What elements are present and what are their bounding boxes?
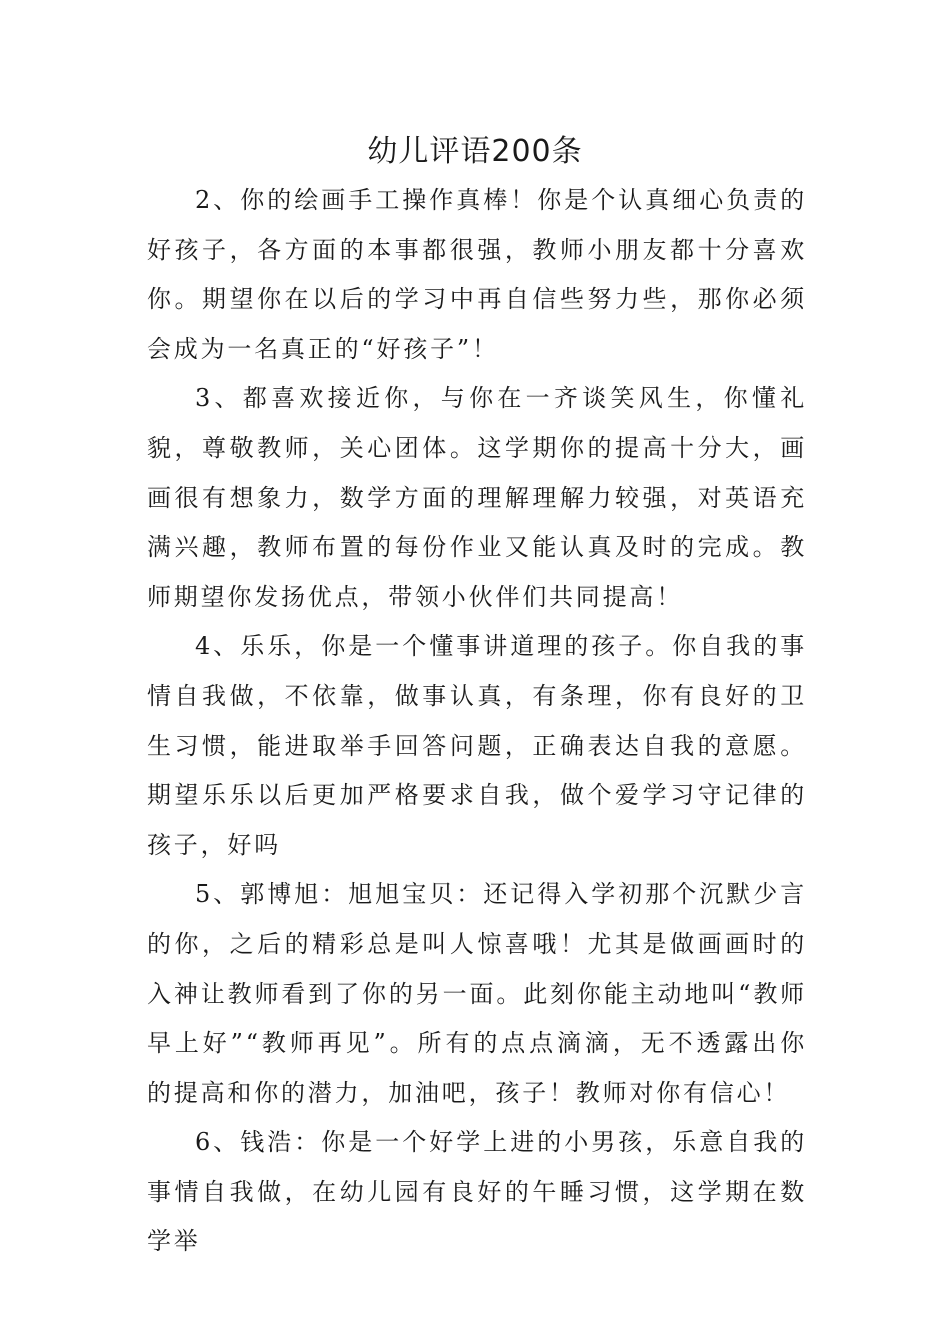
paragraph-6: 6、钱浩：你是一个好学上进的小男孩，乐意自我的事情自我做，在幼儿园有良好的午睡习惯，这学期在数学举: [147, 1128, 807, 1256]
paragraph-4: 4、乐乐，你是一个懂事讲道理的孩子。你自我的事情自我做，不依靠，做事认真，有条理，你有良好的卫生习惯，能进取举手回答问题，正确表达自我的意愿。期望乐乐以后更加严格要求自我，做个爱学习守记律的孩子，好吗: [147, 632, 807, 859]
document-title: 幼儿评语200条: [367, 134, 583, 169]
paragraph-2: 2、你的绘画手工操作真棒！你是个认真细心负责的好孩子，各方面的本事都很强，教师小朋友都十分喜欢你。期望你在以后的学习中再自信些努力些，那你必须会成为一名真正的“好孩子”！: [147, 186, 807, 363]
document-body: [147, 176, 807, 1267]
paragraph-3: 3、都喜欢接近你，与你在一齐谈笑风生，你懂礼貌，尊敬教师，关心团体。这学期你的提高十分大，画画很有想象力，数学方面的理解理解力较强，对英语充满兴趣，教师布置的每份作业又能认真及时的完成。教师期望你发扬优点，带领小伙伴们共同提高！: [147, 384, 807, 611]
paragraph-5: 5、郭博旭：旭旭宝贝：还记得入学初那个沉默少言的你，之后的精彩总是叫人惊喜哦！尤其是做画画时的入神让教师看到了你的另一面。此刻你能主动地叫“教师早上好”“教师再见”。所有的点点滴滴，无不透露出你的提高和你的潜力，加油吧，孩子！教师对你有信心！: [147, 880, 807, 1107]
